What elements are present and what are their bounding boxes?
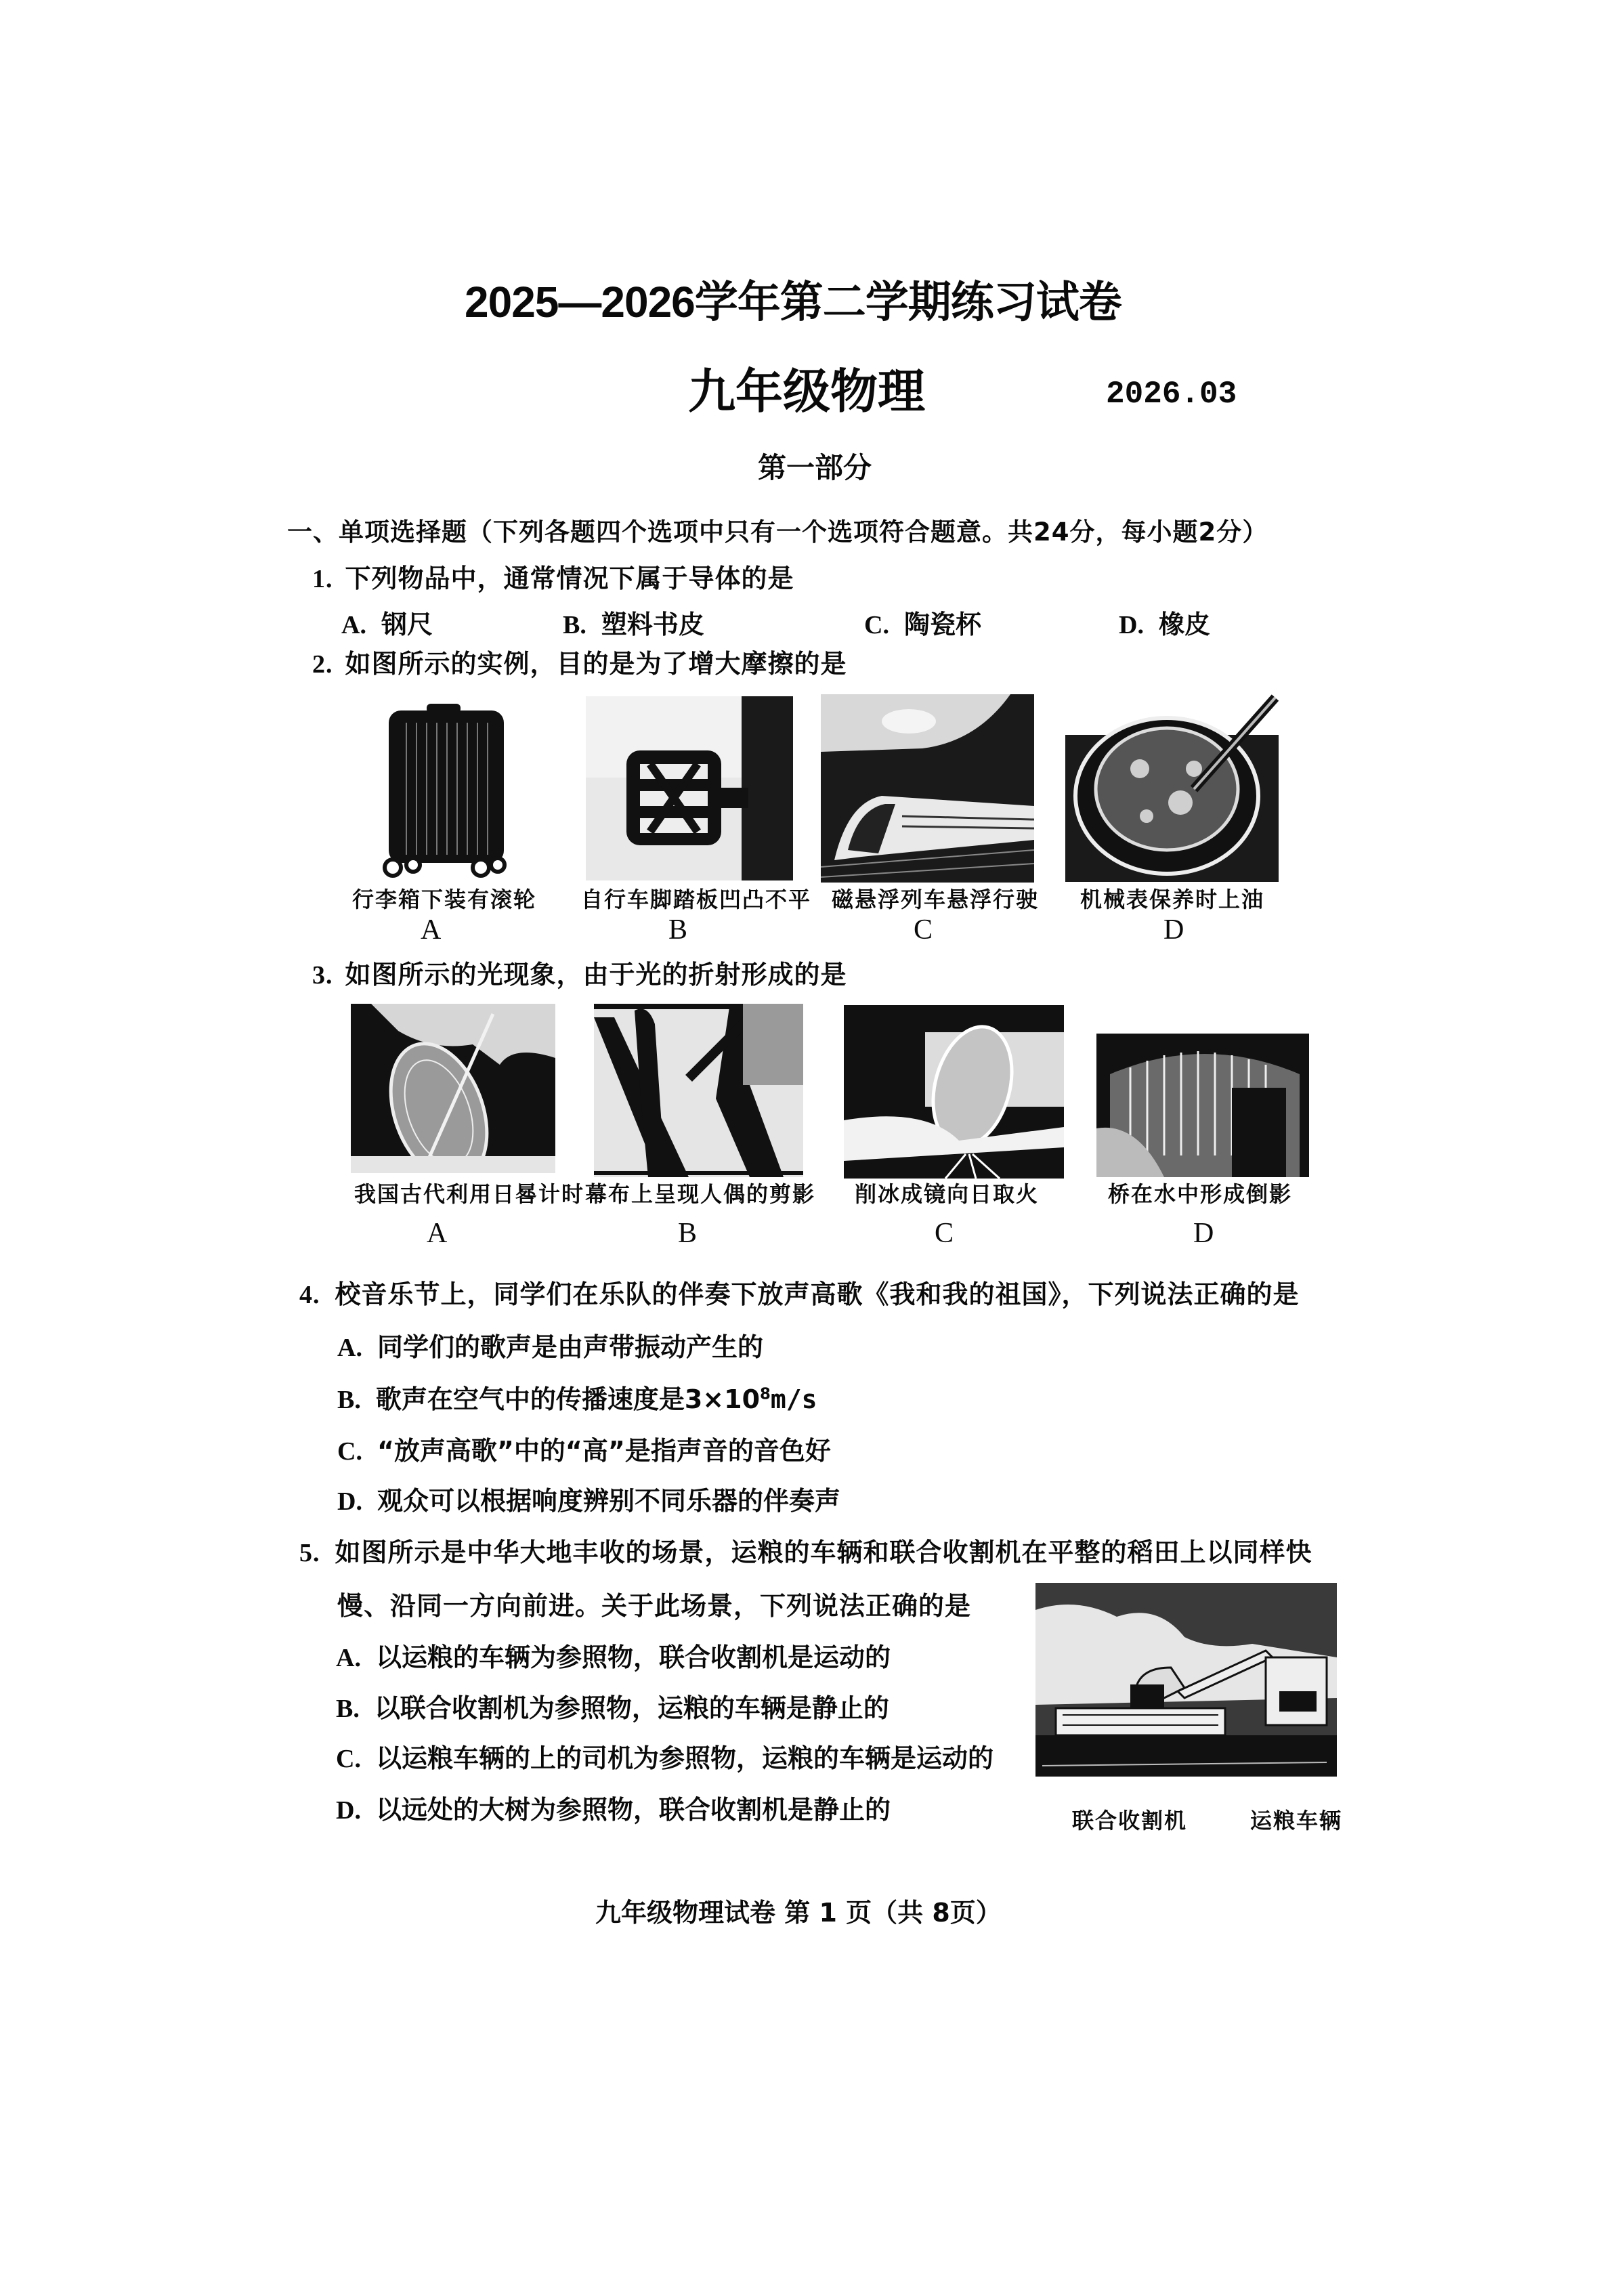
figure-label: A [421, 914, 442, 946]
q4-option-a: A. 同学们的歌声是由声带振动产生的 [337, 1332, 763, 1362]
figure-caption: 自行车脚踏板凹凸不平 [581, 887, 812, 912]
figure-caption: 削冰成镜向日取火 [855, 1181, 1040, 1207]
figure-maglev-train [821, 694, 1034, 883]
exam-date: 2026.03 [1106, 377, 1237, 412]
question-3 [312, 962, 847, 988]
figure-caption: 幕布上呈现人偶的剪影 [585, 1181, 816, 1207]
watch-icon [1065, 694, 1279, 882]
q5-option-c: C. 以运粮车辆的上的司机为参照物，运粮的车辆是运动的 [336, 1743, 993, 1773]
question-1 [312, 566, 794, 592]
figure-bridge-reflection [1096, 1020, 1309, 1177]
figure-sundial [351, 1004, 555, 1173]
q5-option-d: D. 以远处的大树为参照物，联合收割机是静止的 [336, 1795, 891, 1825]
question-number: 1. [312, 565, 333, 593]
shadow-puppet-icon [594, 1004, 803, 1177]
question-number: 5. [299, 1539, 320, 1567]
figure-caption: 磁悬浮列车悬浮行驶 [832, 887, 1040, 912]
figure-label: C [914, 914, 933, 946]
suitcase-icon [379, 702, 511, 880]
question-5 [299, 1537, 1312, 1567]
q1-option-b: B. 塑料书皮 [563, 610, 704, 639]
figure-caption: 我国古代利用日晷计时 [354, 1181, 585, 1207]
figure-label: B [678, 1218, 698, 1249]
question-number: 4. [299, 1281, 320, 1309]
train-icon [821, 694, 1034, 883]
exam-title: 2025—2026学年第二学期练习试卷 [465, 278, 1121, 326]
question-stem: 如图所示的实例，目的是为了增大摩擦的是 [345, 649, 847, 679]
figure-harvester-and-truck [1035, 1583, 1337, 1777]
question-stem: 如图所示的光现象，由于光的折射形成的是 [345, 960, 847, 990]
question-number: 2. [312, 650, 333, 679]
q5-option-b: B. 以联合收割机为参照物，运粮的车辆是静止的 [336, 1693, 889, 1723]
question-2 [312, 651, 847, 677]
figure-caption: 行李箱下装有滚轮 [352, 887, 537, 912]
ice-lens-icon [844, 1005, 1064, 1179]
q1-option-a: A. 钢尺 [341, 610, 433, 639]
q1-option-d: D. 橡皮 [1119, 610, 1210, 639]
exam-subject: 九年级物理 [688, 364, 925, 419]
figure-label: D [1193, 1218, 1214, 1249]
bridge-icon [1096, 1020, 1309, 1177]
question-4 [299, 1281, 1300, 1308]
figure-shadow-puppets [594, 1004, 803, 1177]
figure-label: D [1163, 914, 1184, 946]
question-stem: 校音乐节上，同学们在乐队的伴奏下放声高歌《我和我的祖国》，下列说法正确的是 [335, 1279, 1300, 1309]
figure-caption: 机械表保养时上油 [1080, 887, 1265, 912]
pedal-icon [586, 696, 793, 880]
question-number: 3. [312, 961, 333, 990]
question-stem: 如图所示是中华大地丰收的场景，运粮的车辆和联合收割机在平整的稻田上以同样快 [335, 1537, 1312, 1567]
page-footer: 九年级物理试卷 第 1 页（共 8页） [595, 1898, 1002, 1928]
harvester-caption: 联合收割机 [1072, 1808, 1188, 1833]
figure-suitcase [379, 702, 511, 880]
q4-option-b: B. 歌声在空气中的传播速度是$3\times 10^8m/s$ [337, 1384, 817, 1414]
sundial-icon [351, 1004, 555, 1173]
part-heading: 第一部分 [758, 451, 872, 484]
q4-option-c: C. “放声高歌”中的“高”是指声音的音色好 [337, 1436, 831, 1466]
figure-label: A [427, 1218, 448, 1249]
question-5-line-2: 慢、沿同一方向前进。关于此场景，下列说法正确的是 [337, 1591, 972, 1621]
figure-caption: 桥在水中形成倒影 [1108, 1181, 1293, 1207]
figure-bicycle-pedal [586, 696, 793, 880]
q4-option-d: D. 观众可以根据响度辨别不同乐器的伴奏声 [337, 1486, 840, 1516]
figure-ice-lens-fire [844, 1005, 1064, 1179]
harvester-icon [1035, 1583, 1337, 1777]
question-stem: 下列物品中，通常情况下属于导体的是 [345, 564, 794, 593]
figure-label: B [668, 914, 688, 946]
q1-option-c: C. 陶瓷杯 [864, 610, 981, 639]
section-heading: 一、单项选择题（下列各题四个选项中只有一个选项符合题意。共24分，每小题2分） [287, 517, 1268, 547]
figure-watch-oiling [1065, 694, 1279, 882]
figure-label: C [935, 1218, 954, 1249]
grain-truck-caption: 运粮车辆 [1250, 1808, 1343, 1833]
q5-option-a: A. 以运粮的车辆为参照物，联合收割机是运动的 [336, 1642, 891, 1672]
